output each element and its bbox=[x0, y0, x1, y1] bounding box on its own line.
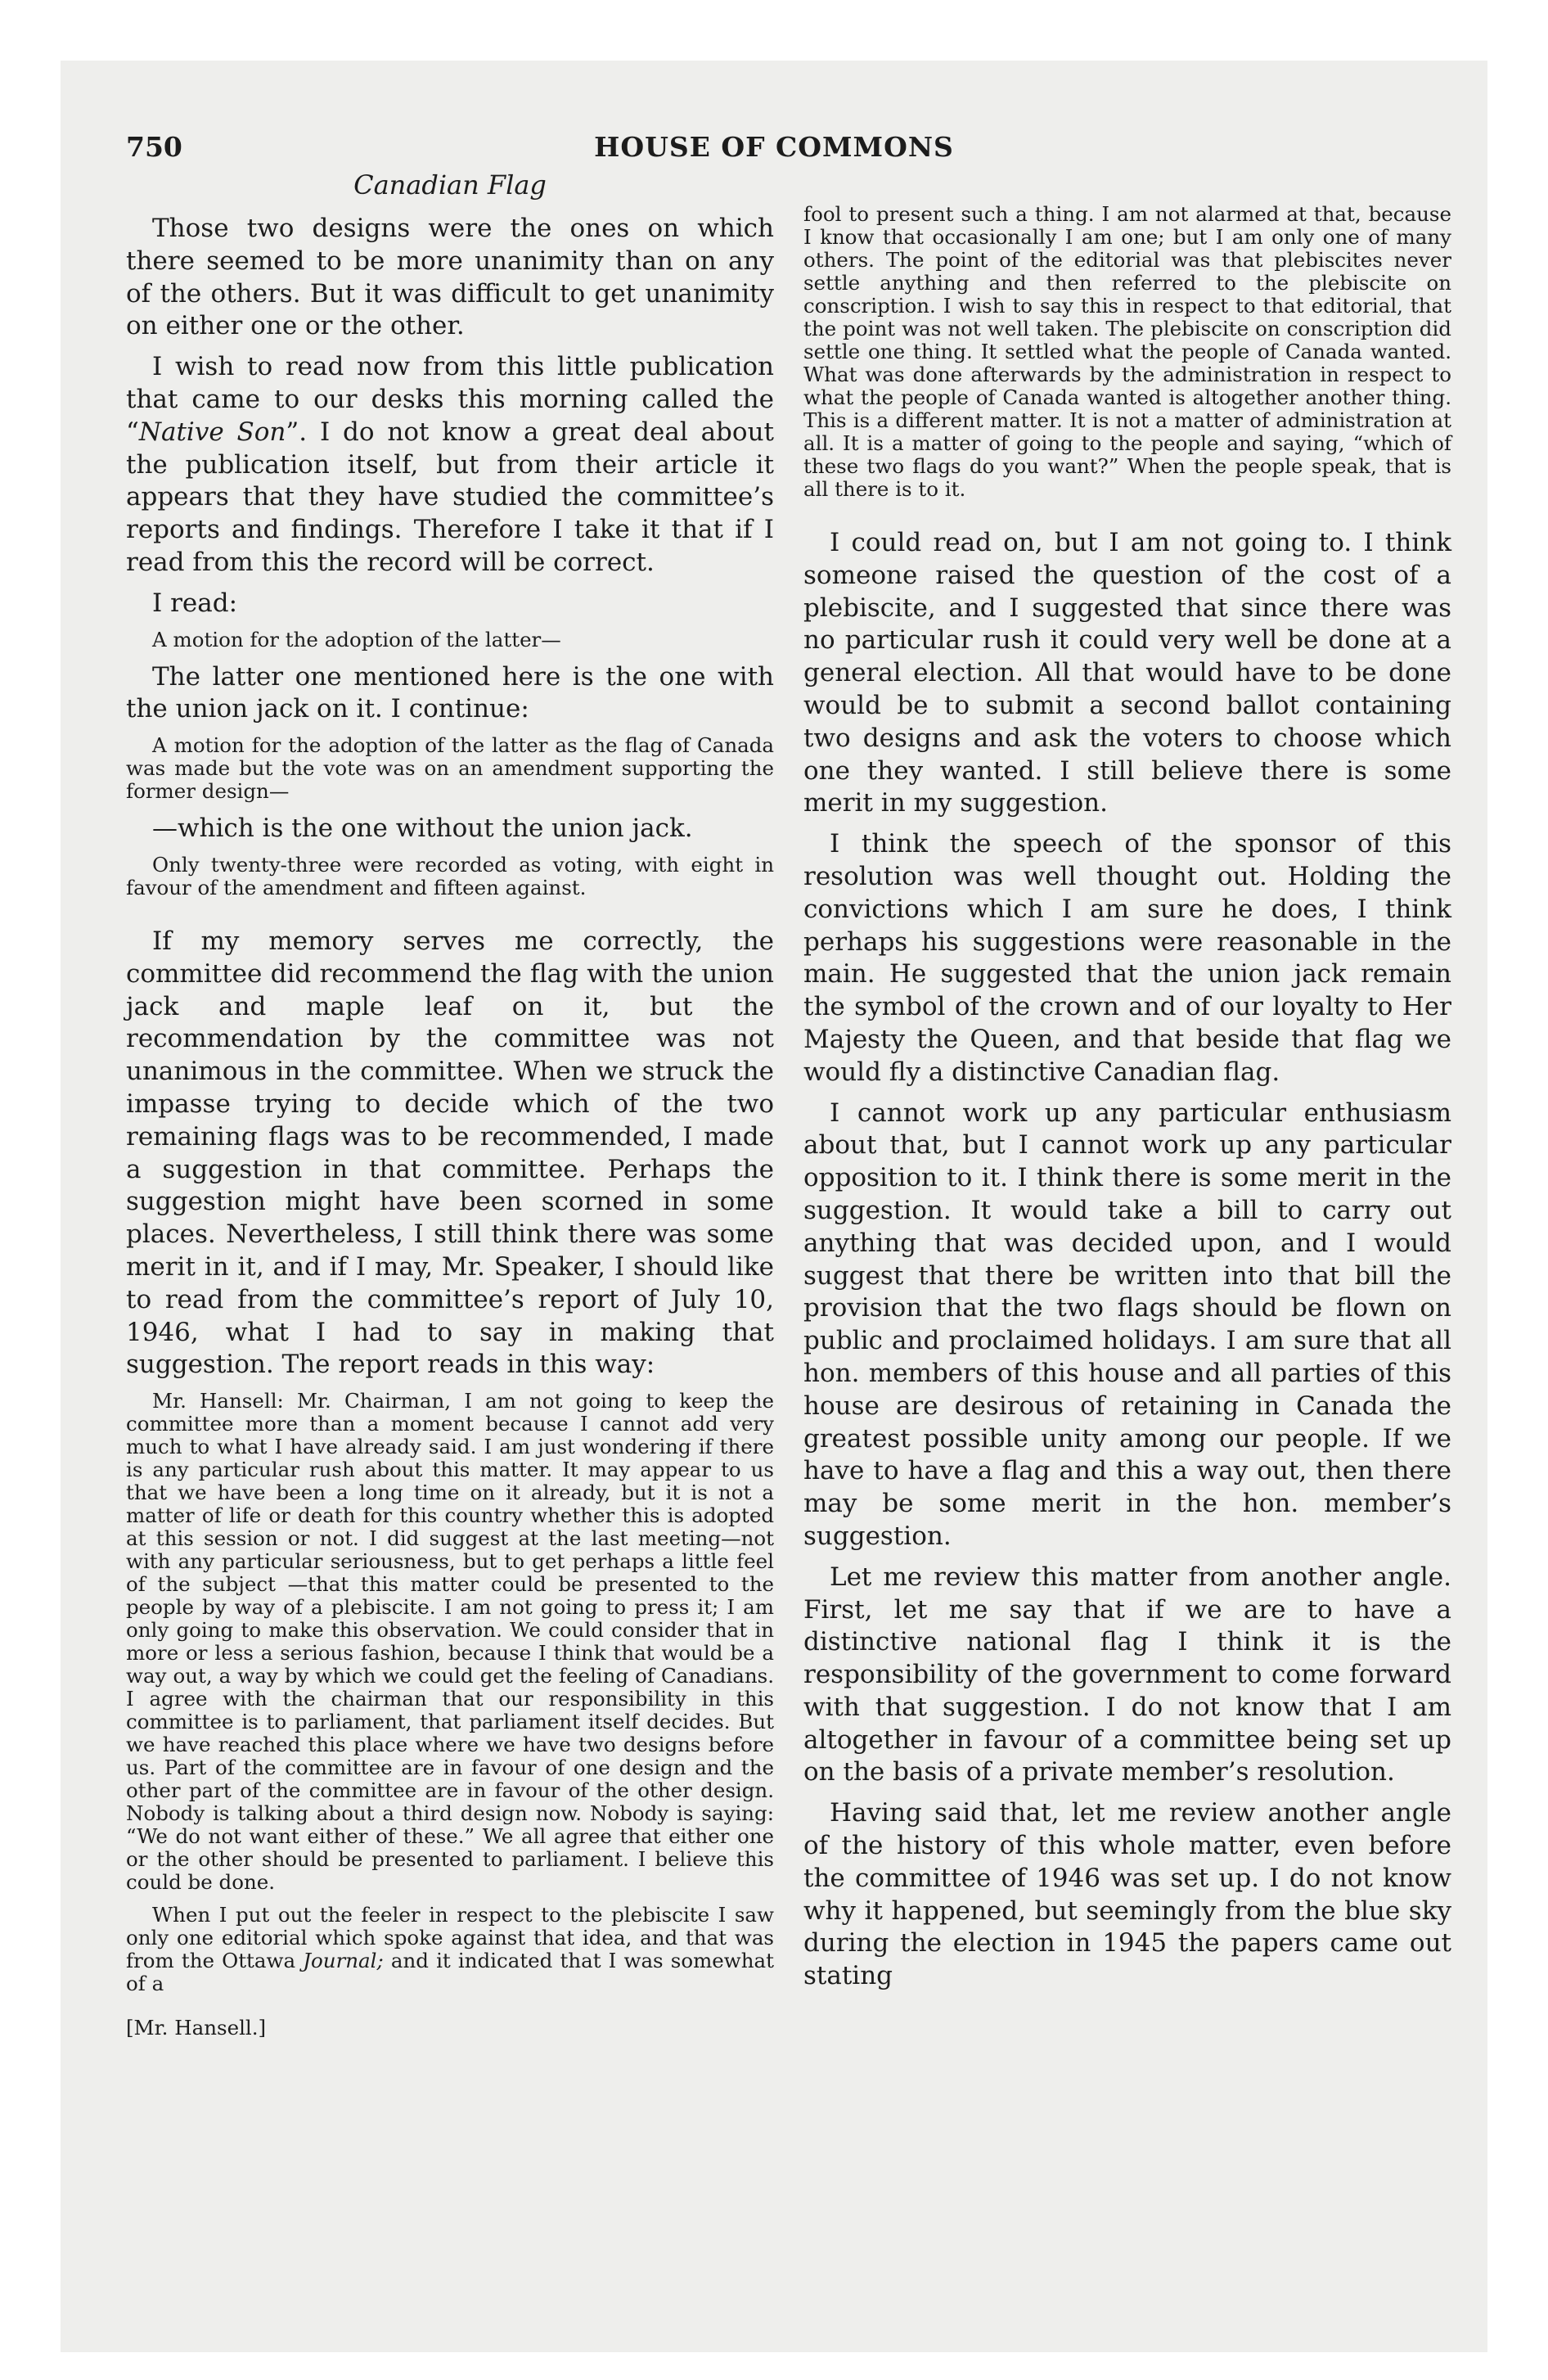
paragraph: If my memory serves me correctly, the committee did recommend the flag with the union jack and maple leaf on it, but the recommendation by the committee was not unanimous in the committee. When we struck the impasse trying to decide which of the two remaining flags was to be recommended, I made a suggestion in that committee. Perhaps the suggestion might have been scorned in some places. Nevertheless, I still think there was some merit in it, and if I may, Mr. Speaker, I should like to read from the committee’s report of July 10, 1946, what I had to say in making that suggestion. The report reads in this way: bbox=[126, 926, 774, 1380]
paragraph: Having said that, let me review another angle of the history of this whole matter, even before the committee of 1946 was set up. I do not know why it happened, but seemingly from the blue sky during the election in 1945 the papers came out stating bbox=[803, 1798, 1451, 1991]
speaker-footnote: [Mr. Hansell.] bbox=[126, 2016, 267, 2040]
block-quote: fool to present such a thing. I am not alarmed at that, because I know that occasionally I am one; but I am only one of many others. The point of the editorial was that plebiscites never settle anything and then referred to the plebiscite on conscription. I wish to say this in respect to that editorial, that the point was not well taken. The plebiscite on conscription did settle one thing. It settled what the people of Canada wanted. What was done afterwards by the administration in respect to what the people of Canada wanted is altogether another thing. This is a different matter. It is not a matter of administration at all. It is a matter of going to the people and saying, “which of these two flags do you want?” When the people speak, that is all there is to it. bbox=[803, 202, 1451, 501]
publication-title: Native Son bbox=[138, 417, 286, 447]
block-quote: When I put out the feeler in respect to the plebiscite I saw only one editorial which spoke against that idea, and that was from the Ottawa Journal; and it indicated that I was somewhat of a bbox=[126, 1903, 775, 1996]
block-quote: A motion for the adoption of the latter as the flag of Canada was made but the vote was on an amendment supporting the former design— bbox=[126, 733, 774, 804]
paragraph: —which is the one without the union jack. bbox=[152, 814, 693, 844]
paragraph: I think the speech of the sponsor of this resolution was well thought out. Holding the convictions which I am sure he does, I think perhaps his suggestions were reasonable in the main. He suggested that the union jack remain the symbol of the crown and of our loyalty to Her Majesty the Queen, and that beside that flag we would fly a distinctive Canadian flag. bbox=[803, 829, 1451, 1087]
paragraph: Those two designs were the ones on which there seemed to be more unanimity than on any of the others. But it was difficult to get unanimity on either one or the other. bbox=[126, 214, 774, 341]
paragraph: Let me review this matter from another angle. First, let me say that if we are to have a distinctive national flag I think it is the responsibility of the government to come forward with that suggestion. I do not know that I am altogether in favour of a committee being set up on the basis of a private member’s resolution. bbox=[803, 1562, 1451, 1787]
paragraph: The latter one mentioned here is the one with the union jack on it. I continue: bbox=[126, 661, 774, 724]
page-number: 750 bbox=[126, 131, 182, 163]
right-column bbox=[803, 203, 1451, 2001]
paragraph: I read: bbox=[152, 588, 238, 618]
running-head: HOUSE OF COMMONS bbox=[594, 131, 954, 163]
newspaper-title: Journal; bbox=[303, 1949, 384, 1973]
paragraph: I could read on, but I am not going to. I think someone raised the question of the cost of a plebiscite, and I suggested that since there was no particular rush it could very well be done at a general election. All that would have to be done would be to submit a second ballot containing two designs and ask the voters to choose which one they wanted. I still believe there is some merit in my suggestion. bbox=[803, 528, 1451, 818]
paragraph: I cannot work up any particular enthusiasm about that, but I cannot work up any particular opposition to it. I think there is some merit in the suggestion. It would take a bill to carry out anything that was decided upon, and I would suggest that there be written into that bill the provision that the two flags should be flown on public and proclaimed holidays. I am sure that all hon. members of this house and all parties of this house are desirous of retaining in Canada the greatest possible unity among our people. If we have to have a flag and this a way out, then there may be some merit in the hon. member’s suggestion. bbox=[803, 1098, 1451, 1551]
block-quote: Mr. Hansell: Mr. Chairman, I am not going to keep the committee more than a moment because I cannot add very much to what I have already said. I am just wondering if there is any particular rush about this matter. It may appear to us that we have been a long time on it already, but it is not a matter of life or death for this country whether this is adopted at this session or not. I did suggest at the last meeting—not with any particular seriousness, but to get perhaps a little feel of the subject —that this matter could be presented to the people by way of a plebiscite. I am not going to press it; I am only going to make this observation. We could consider that in more or less a serious fashion, because I think that would be a way out, a way by which we could get the feeling of Canadians. I agree with the chairman that our responsibility in this committee is to parliament, that parliament itself decides. But we have reached this place where we have two designs before us. Part of the committee are in favour of one design and the other part of the committee are in favour of the other design. Nobody is talking about a third design now. Nobody is saying: “We do not want either of these.” We all agree that either one or the other should be presented to parliament. I believe this could be done. bbox=[126, 1389, 774, 1895]
block-quote: A motion for the adoption of the latter— bbox=[152, 627, 561, 651]
block-quote: Only twenty-three were recorded as voting, with eight in favour of the amendment and fifteen against. bbox=[126, 852, 774, 899]
paragraph: I wish to read now from this little publication that came to our desks this morning called the “Native Son”. I do not know a great deal about the publication itself, but from their article it appears that they have studied the committee’s reports and findings. Therefore I take it that if I read from this the record will be correct. bbox=[126, 352, 774, 577]
section-title: Canadian Flag bbox=[353, 169, 547, 201]
left-column bbox=[126, 169, 774, 2040]
